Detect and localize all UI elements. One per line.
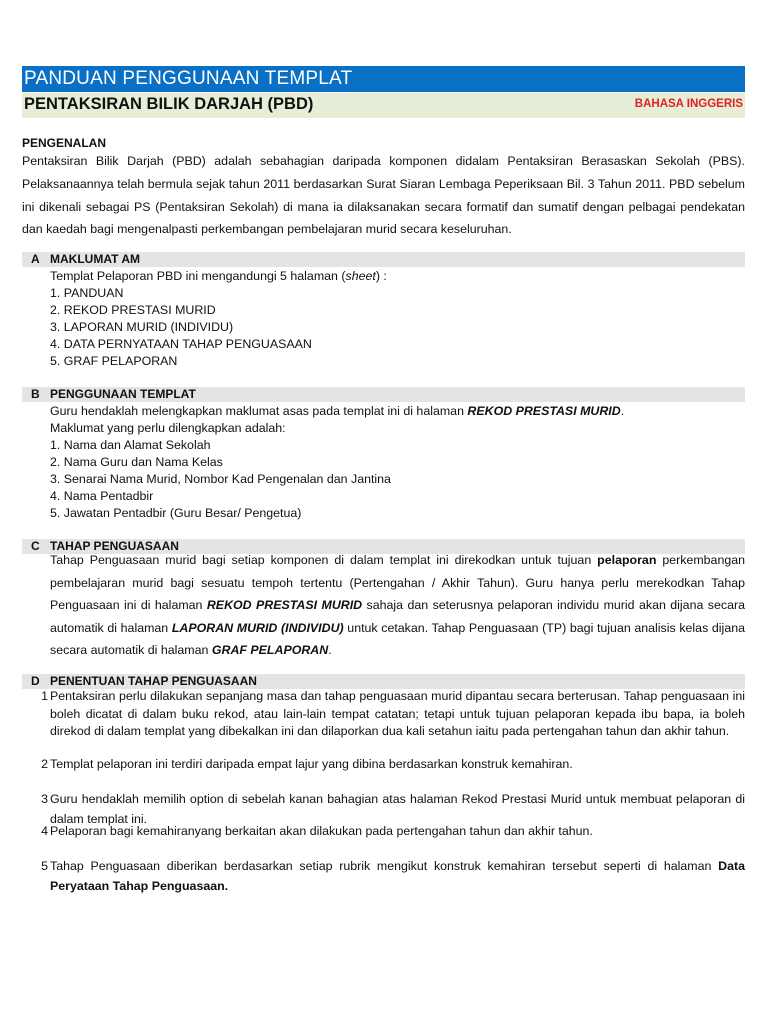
intro-heading: PENGENALAN [22,136,107,150]
section-b-lead2: Maklumat yang perlu dilengkapkan adalah: [50,421,286,435]
section-letter: A [31,252,40,266]
intro-body: Pentaksiran Bilik Darjah (PBD) adalah sebahagian daripada komponen didalam Pentaksiran Berasaskan Sekolah (PBS). Pelaksanaannya telah bermula sejak tahun 2011 berdasarkan Surat Siaran Lembaga Peperiksaan Bil. 3 Tahun 2011. PBD sebelum ini dikenali sebagai PS (Pentaksiran Sekolah) di mana ia dilaksanakan secara formatif dan sumatif dengan pelbagai pendekatan dan kaedah bagi mengenalpasti perkembangan pembelajaran murid secara keseluruhan. [22,154,745,237]
section-b-header [22,387,745,402]
subtitle: PENTAKSIRAN BILIK DARJAH (PBD) [24,95,314,113]
list-item: 1. Nama dan Alamat Sekolah [50,438,211,452]
section-letter: B [31,387,40,401]
document-page: PANDUAN PENGGUNAAN TEMPLAT PENTAKSIRAN BILIK DARJAH (PBD) BAHASA INGGERIS PENGENALAN Pentaksiran Bilik Darjah (PBD) adalah sebahagian daripada komponen didalam Pentaksiran Berasaskan Sekolah (PBS). Pelaksanaannya telah bermula sejak tahun 2011 berdasarkan Surat Siaran Lembaga Peperiksaan Bil. 3 Tahun 2011. PBD sebelum ini dikenali sebagai PS (Pentaksiran Sekolah) di mana ia dilaksanakan secara formatif dan sumatif dengan pelbagai pendekatan dan kaedah bagi mengenalpasti perkembangan pembelajaran murid secara keseluruhan. A MAKLUMAT AM Templat Pelaporan PBD ini mengandungi 5 halaman (sheet) : 1. PANDUAN 2. REKOD PRESTASI MURID 3. LAPORAN MURID (INDIVIDU) 4. DATA PERNYATAAN TAHAP PENGUASAAN 5. GRAF PELAPORAN B PENGGUNAAN TEMPLAT Guru hendaklah melengkapkan maklumat asas pada templat ini di halaman REKOD PRESTASI MURID. Maklumat yang perlu dilengkapkan adalah: 1. Nama dan Alamat Sekolah 2. Nama Guru dan Nama Kelas 3. Senarai Nama Murid, Nombor Kad Pengenalan dan Jantina 4. Nama Pentadbir 5. Jawatan Pentadbir (Guru Besar/ Pengetua) C TAHAP PENGUASAAN Tahap Penguasaan murid bagi setiap komponen di dalam templat ini direkodkan untuk tujuan pelaporan perkembangan pembelajaran murid bagi sesuatu tempoh tertentu (Pertengahan / Akhir Tahun). Guru hanya perlu merekodkan Tahap Penguasaan ini di halaman REKOD PRESTASI MURID sahaja dan seterusnya pelaporan individu murid akan dijana secara automatik di halaman LAPORAN MURID (INDIVIDU) untuk cetakan. Tahap Penguasaan (TP) bagi tujuan analisis kelas dijana secara automatik di halaman GRAF PELAPORAN. D PENENTUAN TAHAP PENGUASAAN 1 Pentaksiran perlu dilakukan sepanjang masa dan tahap penguasaan murid dipantau secara berterusan. Tahap penguasaan ini boleh dicatat di dalam buku rekod, atau lain-lain tempat catatan; tetapi untuk tujuan pelaporan kepada ibu bapa, ia boleh direkod di dalam templat yang dibekalkan ini dan dilaporkan dua kali setahun iaitu pada pertengahan tahun dan akhir tahun. 2 Templat pelaporan ini terdiri daripada empat lajur yang dibina berdasarkan konstruk kemahiran. 3 Guru hendaklah memilih option di sebelah kanan bahagian atas halaman Rekod Prestasi Murid untuk membuat pelaporan di dalam templat ini. 4 Pelaporan bagi kemahiranyang berkaitan akan dilakukan pada pertengahan tahun dan akhir tahun. 5 Tahap Penguasaan diberikan berdasarkan setiap rubrik mengikut konstruk kemahiran tersebut seperti di halaman Data Peryataan Tahap Penguasaan. [22,68,746,893]
list-item: 2. Nama Guru dan Nama Kelas [50,455,223,469]
list-item: 5. Jawatan Pentadbir (Guru Besar/ Pengetua) [50,506,302,520]
list-item: 4. Nama Pentadbir [50,489,154,503]
list-item: 5. GRAF PELAPORAN [50,354,178,368]
section-a-lead: Templat Pelaporan PBD ini mengandungi 5 halaman (sheet) : [50,269,387,283]
section-letter: C [31,539,40,553]
section-title: PENGGUNAAN TEMPLAT [50,387,196,401]
section-letter: D [31,674,40,688]
list-item: 3. LAPORAN MURID (INDIVIDU) [50,320,234,334]
language-label: BAHASA INGGERIS [634,98,743,110]
section-b-lead: Guru hendaklah melengkapkan maklumat asas pada templat ini di halaman REKOD PRESTASI MURID. [50,404,625,418]
page-title: PANDUAN PENGGUNAAN TEMPLAT [22,66,745,92]
list-item: 1. PANDUAN [50,286,124,300]
section-title: TAHAP PENGUASAAN [50,539,179,553]
subtitle-bar [22,93,745,118]
section-a-header [22,252,745,267]
list-item: 3. Senarai Nama Murid, Nombor Kad Pengenalan dan Jantina [50,472,391,486]
list-item: 2. REKOD PRESTASI MURID [50,303,216,317]
section-c-body: Tahap Penguasaan murid bagi setiap komponen di dalam templat ini direkodkan untuk tujuan pelaporan perkembangan pembelajaran murid bagi sesuatu tempoh tertentu (Pertengahan / Akhir Tahun). Guru hanya perlu merekodkan Tahap Penguasaan ini di halaman REKOD PRESTASI MURID sahaja dan seterusnya pelaporan individu murid akan dijana secara automatik di halaman LAPORAN MURID (INDIVIDU) untuk cetakan. Tahap Penguasaan (TP) bagi tujuan analisis kelas dijana secara automatik di halaman GRAF PELAPORAN. [50,553,746,657]
section-title: MAKLUMAT AM [50,252,140,266]
list-item: 4. DATA PERNYATAAN TAHAP PENGUASAAN [50,337,312,351]
section-d-header [22,674,745,689]
section-title: PENENTUAN TAHAP PENGUASAAN [50,674,257,688]
